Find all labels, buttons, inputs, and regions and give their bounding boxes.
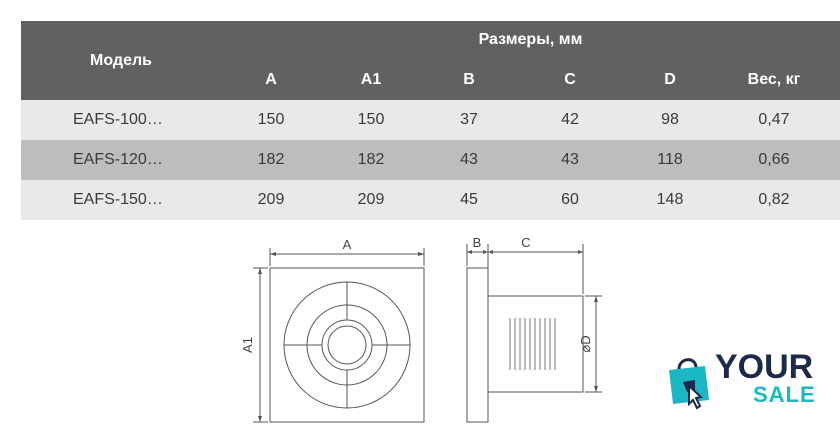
column-header-c: C [564,71,576,88]
value-cell-c: 43 [561,151,579,168]
logo-word-your: YOUR [715,348,814,386]
value-cell-b: 45 [460,191,478,208]
model-cell: EAFS-120… [73,151,163,168]
dimensions-group-header: Размеры, мм [478,31,583,48]
dim-label-c: C [521,235,531,250]
column-header-a1: A1 [360,71,382,88]
value-cell-a: 150 [257,111,285,128]
side-plate [467,268,488,422]
table-row [21,100,840,140]
value-cell-c: 60 [561,191,579,208]
duct-slots [510,318,555,370]
value-cell-a1: 209 [357,191,385,208]
value-cell-weight: 0,66 [758,151,790,168]
value-cell-c: 42 [561,111,579,128]
your-sale-logo [665,348,835,410]
column-header-a: A [265,71,277,88]
column-header-b: B [463,71,475,88]
shopping-bag-icon [665,352,717,410]
table-row [21,180,840,220]
value-cell-b: 37 [460,111,478,128]
value-cell-d: 148 [656,191,684,208]
table-row [21,140,840,180]
value-cell-a1: 182 [357,151,385,168]
middle-grille-ring [307,305,387,385]
value-cell-a: 182 [257,151,285,168]
front-plate [270,268,424,422]
dim-label-a1: A1 [240,337,255,353]
side-duct [488,296,583,392]
column-header-d: D [664,71,676,88]
dim-label-d: ⌀D [578,335,593,353]
value-cell-weight: 0,47 [758,111,790,128]
value-cell-d: 118 [657,151,683,168]
spec-table [21,21,840,220]
model-cell: EAFS-150… [73,191,163,208]
value-cell-a: 209 [257,191,285,208]
logo-word-sale: SALE [753,382,816,407]
value-cell-weight: 0,82 [758,191,790,208]
dim-label-a: A [342,237,352,252]
model-cell: EAFS-100… [73,111,163,128]
value-cell-d: 98 [661,111,679,128]
model-column-header: Модель [90,51,152,69]
value-cell-a1: 150 [357,111,385,128]
table-header [21,21,840,100]
outer-grille-ring [284,282,410,408]
center-hub [328,326,366,364]
dim-label-b: B [472,235,482,250]
inner-hub-ring [322,320,372,370]
column-header-weight: Вес, кг [747,71,801,88]
value-cell-b: 43 [460,151,478,168]
